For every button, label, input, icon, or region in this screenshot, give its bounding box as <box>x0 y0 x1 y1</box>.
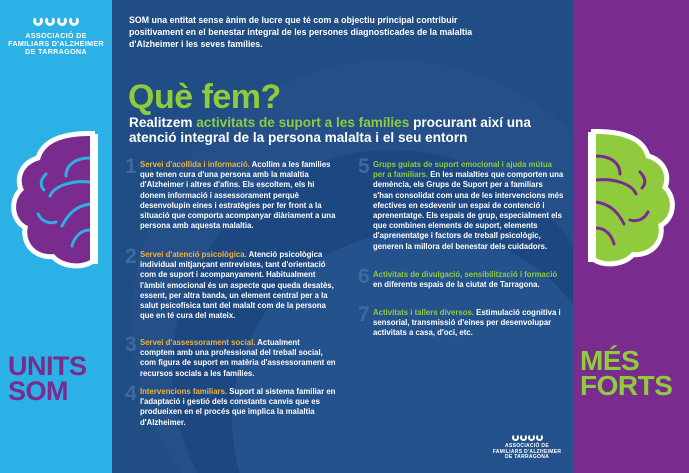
service-body: En les malalties que comporten una demència, els Grups de Suport per a familiars s'han consolidat com una de les intervencions més efectives en esdevenir un espai de contenció i aprenentatge. Els espais de grup, especialment els que combinen elements de suport, elements d'aprenentatge i factors de treball psicològic, generen la millora del benestar dels cuidadors. <box>373 170 564 251</box>
logo-line-1: ASSOCIACIÓ DE <box>25 31 87 40</box>
footer-logo-line-3: DE TARRAGONA <box>504 454 550 461</box>
brain-right-icon <box>580 128 680 268</box>
service-body: en diferents espais de la ciutat de Tarragona. <box>373 280 540 290</box>
service-heading: Activitats i tallers diversos. <box>373 308 474 317</box>
brain-left-icon <box>10 130 106 270</box>
people-logo-icon <box>487 430 567 444</box>
service-heading: Grups guiats de suport emocional i ajuda mútua per a familiars. <box>373 160 552 180</box>
slogan-right-line-1: MÉS <box>580 345 640 376</box>
service-item-7 <box>358 303 565 339</box>
service-item-5 <box>358 155 565 252</box>
intro-paragraph: SOM una entitat sense ànim de lucre que té com a objectiu principal contribuir positivament en el benestar integral de les persones diagnosticades de la malaltia d'Alzheimer i les seves famílies. <box>129 15 473 49</box>
service-item-4 <box>125 382 336 428</box>
service-item-2 <box>125 245 336 321</box>
service-number: 6 <box>358 265 370 288</box>
service-number: 7 <box>358 303 370 326</box>
slogan-left-line-1: UNITS <box>8 351 87 381</box>
service-number: 3 <box>125 333 137 356</box>
service-item-3 <box>125 333 336 379</box>
service-number: 4 <box>125 382 137 405</box>
service-body: Suport al sistema familiar en l'adaptació i gestió dels constants canvis que es produeixen en el procés que implica la malaltia d'Alzheimer. <box>140 387 336 427</box>
service-heading: Servei d'acollida i informació. <box>140 160 250 169</box>
subtitle-pre: Realitzem <box>129 115 197 130</box>
people-logo-icon <box>8 10 104 32</box>
slogan-right-line-2: FORTS <box>580 370 673 401</box>
service-body: Estimulació cognitiva i sensorial, transmissió d'eines per desenvolupar activitats a casa, d'oci, etc. <box>373 308 561 338</box>
subtitle-highlight: activitats de suport a les famílies <box>196 115 410 130</box>
service-item-6 <box>358 265 565 290</box>
service-heading: Activitats de divulgació, sensibilització i formació <box>373 270 558 279</box>
service-heading: Servei d'assessorament social. <box>140 338 256 347</box>
service-number: 5 <box>358 155 370 178</box>
service-heading: Intervencions familiars. <box>140 387 228 396</box>
service-heading: Servei d'atenció psicològica. <box>140 250 247 259</box>
association-logo <box>8 10 104 56</box>
service-body: Acollim a les famílies que tenen cura d'una persona amb la malaltia d'Alzheimer i altres d'afins. Els escoltem, els hi donem informació i assessorament perquè desenvolupin eines i estratègies per fer front a la situació que comporta acompanyar diàriament a una persona amb aquesta malaltia. <box>140 160 336 231</box>
service-number: 1 <box>125 155 137 178</box>
subtitle-post: procurant així una atenció integral de la persona malalta i el seu entorn <box>129 115 531 145</box>
logo-line-3: DE TARRAGONA <box>25 47 87 56</box>
service-body: Atenció psicològica individual mitjançant entrevistes, tant d'orientació com de suport i acompanyament. Habitualment l'àmbit emocional és un aspecte que queda desatès, essent, per altra banda, un element central per a la salut psicofísica tant del malalt com de la persona que en té cura del mateix. <box>140 250 334 321</box>
page-title: Què fem? <box>128 78 281 116</box>
subtitle <box>129 115 549 145</box>
service-number: 2 <box>125 245 137 268</box>
logo-line-2: FAMILIARS D'ALZHEIMER <box>8 39 104 48</box>
footer-logo-line-1: ASSOCIACIÓ DE <box>505 443 549 449</box>
slogan-left-line-2: SOM <box>8 376 69 406</box>
footer-logo <box>487 430 567 461</box>
slogan-left <box>8 351 112 406</box>
service-body: Actualment comptem amb una professional del treball social, com figura de suport en matèria d'assessorament en recursos socials a les famílies. <box>140 338 336 378</box>
footer-logo-line-2: FAMILIARS D'ALZHEIMER <box>492 448 562 455</box>
service-item-1 <box>125 155 336 231</box>
slogan-right <box>580 345 686 401</box>
